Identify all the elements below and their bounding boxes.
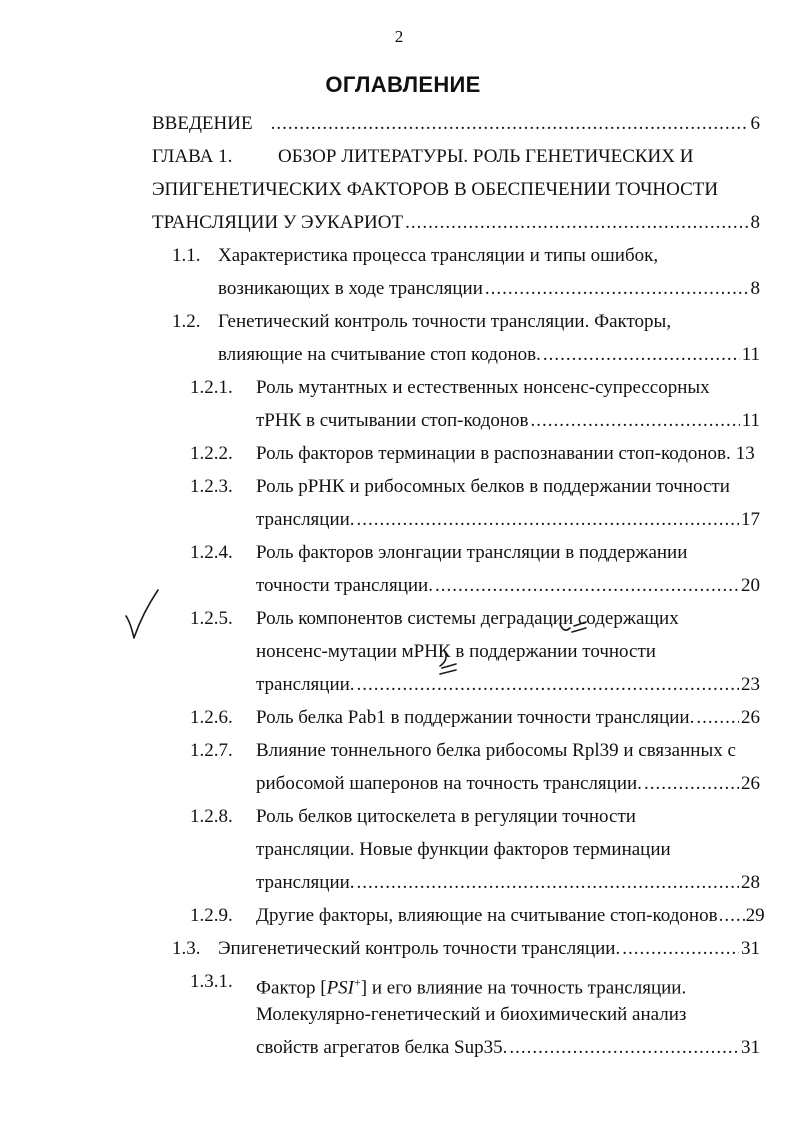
toc-label: Другие факторы, влияющие на считывание стоп-кодонов	[256, 905, 718, 926]
toc-leader	[543, 343, 740, 367]
toc-label: ТРАНСЛЯЦИИ У ЭУКАРИОТ	[152, 212, 404, 233]
toc-chapter-number: ГЛАВА 1.	[152, 146, 233, 167]
toc-entry-chapter-1[interactable]	[152, 211, 760, 235]
toc-label: Эпигенетический контроль точности трансляции.	[218, 938, 621, 959]
toc-subsection-title-line: Роль рРНК и рибосомных белков в поддержании точности	[256, 476, 730, 497]
toc-entry-1-2[interactable]	[218, 343, 760, 367]
toc-leader	[719, 904, 745, 928]
toc-subsection-title-line: Влияние тоннельного белка рибосомы Rpl39 и связанных с	[256, 740, 736, 761]
toc-subsection-number: 1.3.1.	[190, 971, 233, 992]
toc-subsection-number: 1.2.8.	[190, 806, 233, 827]
toc-label: трансляции.	[256, 872, 355, 893]
toc-leader	[405, 211, 748, 235]
toc-entry-1-3[interactable]	[218, 937, 760, 961]
toc-label: тРНК в считывании стоп-кодонов	[256, 410, 529, 431]
toc-subsection-title-line: Роль белков цитоскелета в регуляции точности	[256, 806, 636, 827]
toc-leader	[357, 871, 739, 895]
toc-page: 8	[750, 212, 760, 233]
handwritten-checkmark-icon	[122, 586, 162, 642]
toc-page: 11	[741, 410, 760, 431]
toc-leader	[271, 112, 749, 136]
toc-entry-1-2-7[interactable]	[256, 772, 760, 796]
toc-label: ВВЕДЕНИЕ	[152, 113, 253, 134]
toc-label: Роль факторов терминации в распознавании стоп-кодонов.	[256, 443, 731, 464]
toc-subsection-title-line: Роль мутантных и естественных нонсенс-супрессорных	[256, 377, 710, 398]
toc-subsection-number: 1.2.7.	[190, 740, 233, 761]
toc-page: 8	[750, 278, 760, 299]
toc-entry-intro[interactable]	[152, 112, 760, 136]
toc-subsection-title-line: Роль компонентов системы деградации содержащих	[256, 608, 679, 629]
psi-superscript: +	[354, 975, 361, 989]
toc-subsection-number: 1.2.5.	[190, 608, 233, 629]
toc-entry-1-2-6[interactable]	[256, 706, 760, 730]
toc-entry-1-2-9[interactable]	[256, 904, 765, 928]
toc-subsection-number: 1.2.6.	[190, 707, 233, 728]
toc-page: 31	[741, 938, 760, 959]
toc-text: ] и его влияние на точность трансляции.	[360, 977, 687, 999]
toc-entry-1-2-8[interactable]	[256, 871, 760, 895]
toc-subsection-title-line: нонсенс-мутации мРНК в поддержании точности	[256, 641, 656, 662]
toc-section-number: 1.2.	[172, 311, 201, 332]
toc-page: 20	[741, 575, 760, 596]
page-number: 2	[394, 27, 404, 46]
toc-entry-1-2-2[interactable]	[256, 442, 760, 466]
toc-label: свойств агрегатов белка Sup35.	[256, 1037, 508, 1058]
toc-leader	[485, 277, 749, 301]
toc-label: Роль белка Pab1 в поддержании точности трансляции.	[256, 707, 695, 728]
toc-page: 29	[745, 905, 765, 926]
toc-section-title-line: Генетический контроль точности трансляции. Факторы,	[218, 311, 672, 332]
toc-page: 17	[741, 509, 760, 530]
toc-section-number: 1.3.	[172, 938, 201, 959]
toc-entry-1-2-3[interactable]	[256, 508, 760, 532]
toc-entry-1-2-4[interactable]	[256, 574, 760, 598]
toc-section-title-line: Характеристика процесса трансляции и типы ошибок,	[218, 245, 659, 266]
toc-entry-1-2-1[interactable]	[256, 409, 760, 433]
toc-text: Фактор [	[256, 977, 327, 999]
toc-subsection-title-line	[256, 970, 686, 1000]
toc-label: рибосомой шаперонов на точность трансляции.	[256, 773, 642, 794]
toc-leader	[531, 409, 740, 433]
toc-page: 28	[741, 872, 760, 893]
toc-leader	[622, 937, 739, 961]
toc-label: возникающих в ходе трансляции	[218, 278, 483, 299]
toc-page: 11	[741, 344, 760, 365]
toc-entry-1-2-5[interactable]	[256, 673, 760, 697]
toc-leader	[509, 1036, 739, 1060]
handwritten-comma-mark-icon	[426, 644, 466, 680]
page-title: ОГЛАВЛЕНИЕ	[325, 72, 481, 97]
toc-label: влияющие на считывание стоп кодонов.	[218, 344, 541, 365]
toc-label: точности трансляции.	[256, 575, 433, 596]
handwritten-comma-mark-icon	[556, 614, 596, 638]
toc-subsection-number: 1.2.4.	[190, 542, 233, 563]
toc-page: 23	[741, 674, 760, 695]
toc-page: 13	[735, 443, 755, 464]
toc-leader	[357, 508, 739, 532]
toc-label: трансляции.	[256, 509, 355, 530]
toc-subsection-number: 1.2.3.	[190, 476, 233, 497]
toc-label: трансляции.	[256, 674, 355, 695]
toc-subsection-title-line: Роль факторов элонгации трансляции в поддержании	[256, 542, 688, 563]
toc-page: 6	[750, 113, 760, 134]
toc-leader	[644, 772, 739, 796]
toc-chapter-title-line: ОБЗОР ЛИТЕРАТУРЫ. РОЛЬ ГЕНЕТИЧЕСКИХ И	[278, 146, 694, 167]
toc-subsection-number: 1.2.9.	[190, 905, 233, 926]
toc-subsection-number: 1.2.1.	[190, 377, 233, 398]
toc-section-number: 1.1.	[172, 245, 201, 266]
toc-page: 26	[741, 773, 760, 794]
toc-entry-1-3-1[interactable]	[256, 1036, 760, 1060]
toc-page: 31	[741, 1037, 760, 1058]
toc-subsection-number: 1.2.2.	[190, 443, 233, 464]
toc-subsection-title-line: Молекулярно-генетический и биохимический анализ	[256, 1004, 687, 1025]
psi-factor: PSI	[326, 977, 354, 999]
toc-chapter-title-line: ЭПИГЕНЕТИЧЕСКИХ ФАКТОРОВ В ОБЕСПЕЧЕНИИ ТОЧНОСТИ	[152, 179, 719, 200]
toc-leader	[357, 673, 739, 697]
toc-leader	[435, 574, 739, 598]
toc-page: 26	[741, 707, 760, 728]
toc-leader	[696, 706, 739, 730]
toc-subsection-title-line: трансляции. Новые функции факторов терминации	[256, 839, 671, 860]
toc-entry-1-1[interactable]	[218, 277, 760, 301]
